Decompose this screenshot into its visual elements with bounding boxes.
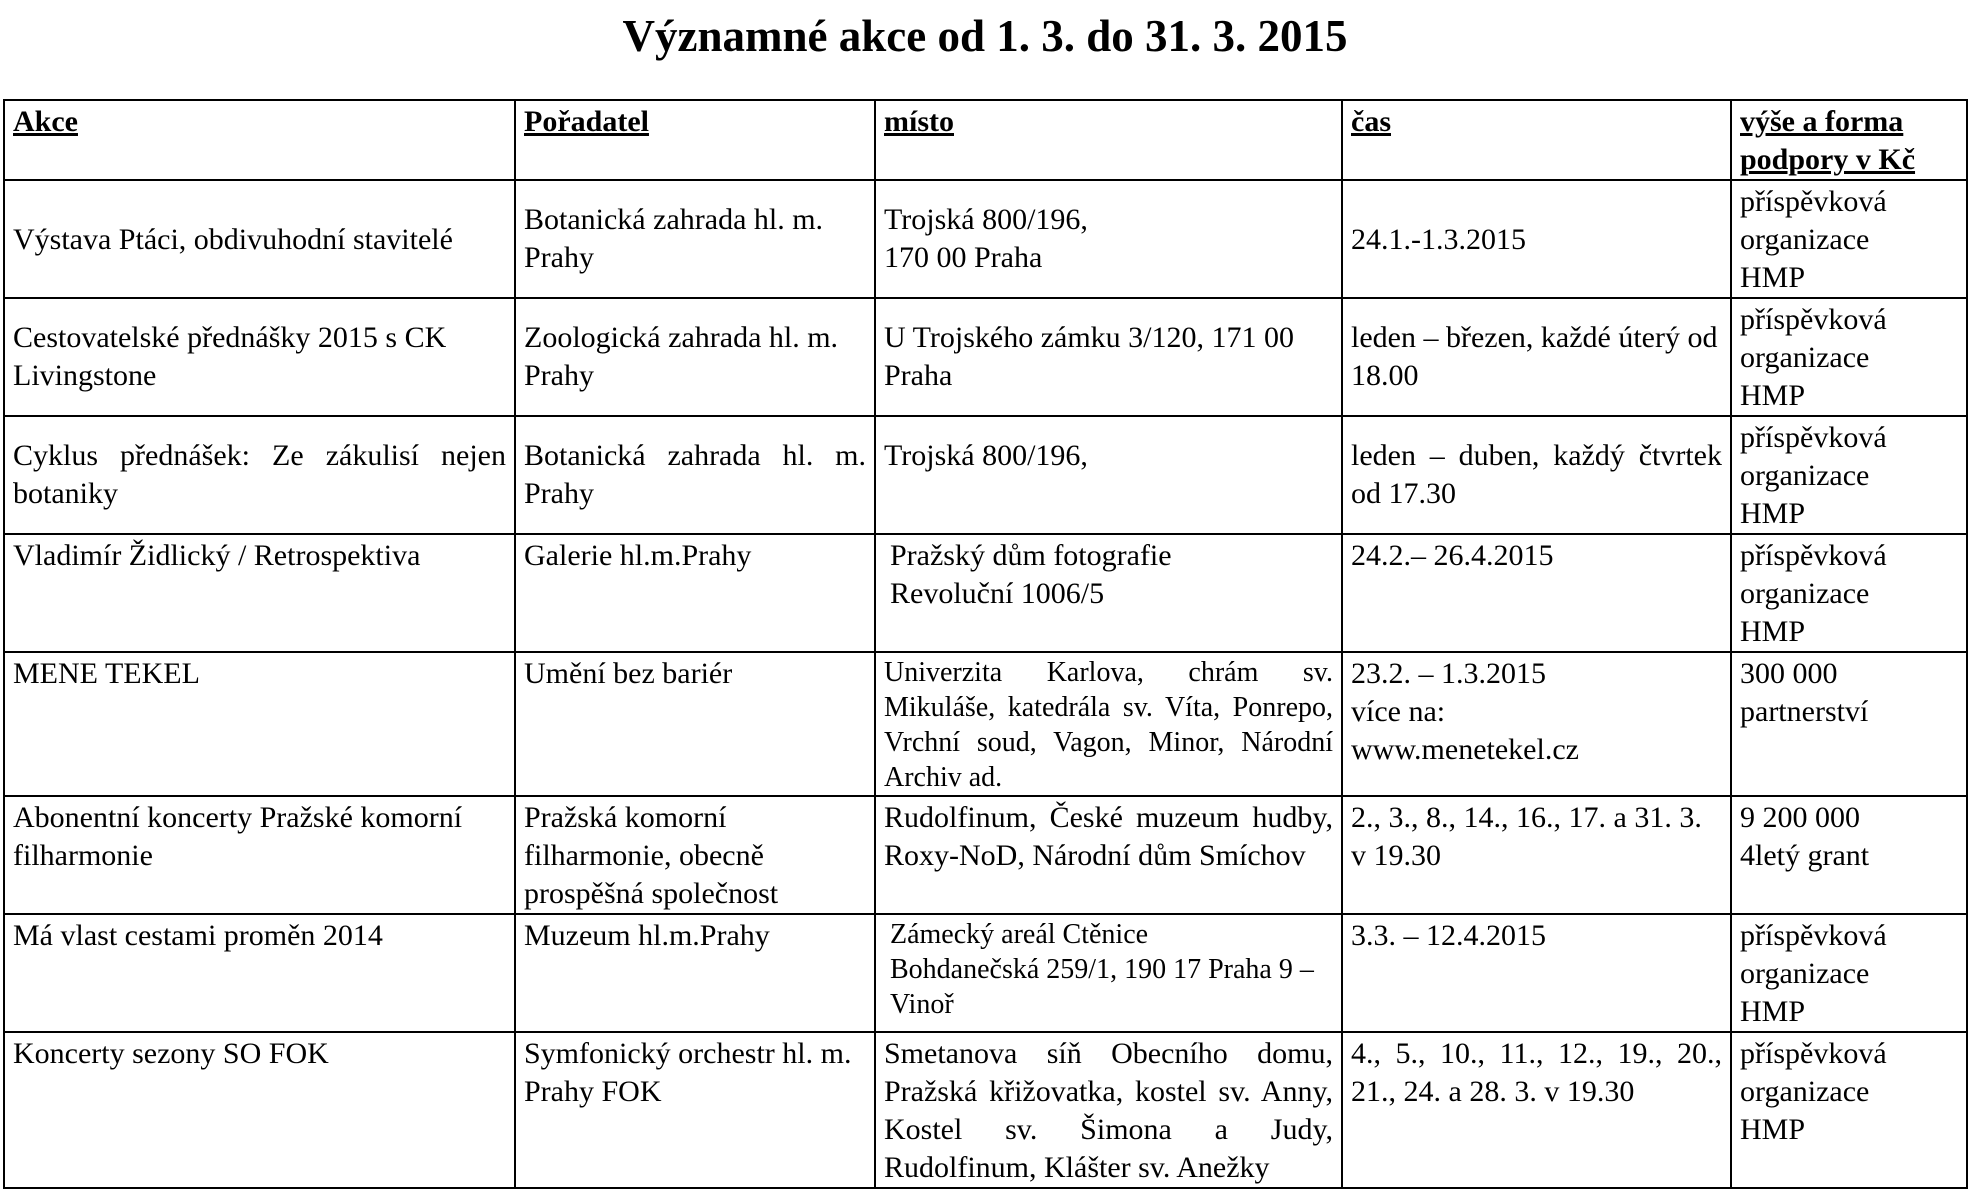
cell-podpora: [1731, 914, 1967, 1032]
cell-line: HMP: [1740, 615, 1806, 648]
table-row: [4, 298, 1967, 416]
cell-misto: Trojská 800/196,: [875, 416, 1342, 534]
header-misto: místo: [875, 100, 1342, 180]
cell-line: příspěvková: [1740, 539, 1887, 572]
cell-misto: [875, 914, 1342, 1032]
cell-line: organizace: [1740, 957, 1870, 990]
cell-akce: Vladimír Židlický / Retrospektiva: [4, 534, 515, 652]
cell-line: příspěvková: [1740, 1037, 1887, 1070]
cell-line: 4letý grant: [1740, 839, 1870, 872]
cell-misto: Univerzita Karlova, chrám sv. Mikuláše, katedrála sv. Víta, Ponrepo, Vrchní soud, Vagon, Minor, Národní Archiv ad.: [875, 652, 1342, 796]
cell-podpora: [1731, 652, 1967, 796]
cell-line: Bohdanečská 259/1, 190 17 Praha 9 – Vinoř: [890, 954, 1314, 1020]
cell-poradatel: Zoologická zahrada hl. m. Prahy: [515, 298, 875, 416]
header-row: [4, 100, 1967, 180]
cell-line: partnerství: [1740, 695, 1869, 728]
cell-line: HMP: [1740, 379, 1806, 412]
cell-line: organizace: [1740, 1075, 1870, 1108]
cell-line: příspěvková: [1740, 185, 1887, 218]
header-poradatel: Pořadatel: [515, 100, 875, 180]
cell-line: příspěvková: [1740, 303, 1887, 336]
cell-line: příspěvková: [1740, 919, 1887, 952]
cell-akce: Cestovatelské přednášky 2015 s CK Livingstone: [4, 298, 515, 416]
cell-cas: 24.1.-1.3.2015: [1342, 180, 1731, 298]
table-row: [4, 534, 1967, 652]
events-table: [3, 99, 1968, 1189]
cell-line: HMP: [1740, 261, 1806, 294]
cell-cas: leden – duben, každý čtvrtek od 17.30: [1342, 416, 1731, 534]
table-row: [4, 914, 1967, 1032]
header-podpora: [1731, 100, 1967, 180]
cell-akce: Výstava Ptáci, obdivuhodní stavitelé: [4, 180, 515, 298]
cell-line: HMP: [1740, 1113, 1806, 1146]
cell-podpora: [1731, 796, 1967, 914]
cell-line: organizace: [1740, 459, 1870, 492]
cell-poradatel: Botanická zahrada hl. m. Prahy: [515, 180, 875, 298]
cell-line: HMP: [1740, 497, 1806, 530]
cell-line: Trojská 800/196,: [884, 203, 1088, 236]
header-cas: čas: [1342, 100, 1731, 180]
cell-misto: Smetanova síň Obecního domu, Pražská křižovatka, kostel sv. Anny, Kostel sv. Šimona a Judy, Rudolfinum, Klášter sv. Anežky: [875, 1032, 1342, 1188]
cell-cas: 2., 3., 8., 14., 16., 17. a 31. 3. v 19.30: [1342, 796, 1731, 914]
table-row: [4, 180, 1967, 298]
cell-akce: Abonentní koncerty Pražské komorní filharmonie: [4, 796, 515, 914]
cell-podpora: [1731, 180, 1967, 298]
cell-poradatel: Botanická zahrada hl. m. Prahy: [515, 416, 875, 534]
cell-line: Zámecký areál Ctěnice: [890, 919, 1149, 950]
cell-podpora: [1731, 298, 1967, 416]
table-row: [4, 796, 1967, 914]
cell-line: 170 00 Praha: [884, 241, 1043, 274]
cell-poradatel: Galerie hl.m.Prahy: [515, 534, 875, 652]
cell-podpora: [1731, 534, 1967, 652]
cell-line: organizace: [1740, 223, 1870, 256]
cell-line: Pražský dům fotografie: [890, 539, 1172, 572]
table-row: [4, 1032, 1967, 1188]
cell-line: organizace: [1740, 341, 1870, 374]
cell-podpora: [1731, 1032, 1967, 1188]
cell-cas: leden – březen, každé úterý od 18.00: [1342, 298, 1731, 416]
cell-akce: MENE TEKEL: [4, 652, 515, 796]
cell-line: příspěvková: [1740, 421, 1887, 454]
cell-akce: Cyklus přednášek: Ze zákulisí nejen botaniky: [4, 416, 515, 534]
cell-line: HMP: [1740, 995, 1806, 1028]
cell-cas: 3.3. – 12.4.2015: [1342, 914, 1731, 1032]
cell-misto: U Trojského zámku 3/120, 171 00 Praha: [875, 298, 1342, 416]
cell-line: více na:: [1351, 695, 1446, 728]
header-akce: Akce: [4, 100, 515, 180]
cell-line: www.menetekel.cz: [1351, 733, 1579, 766]
cell-podpora: [1731, 416, 1967, 534]
table-row: [4, 652, 1967, 796]
cell-poradatel: Pražská komorní filharmonie, obecně prospěšná společnost: [515, 796, 875, 914]
cell-cas: 4., 5., 10., 11., 12., 19., 20., 21., 24. a 28. 3. v 19.30: [1342, 1032, 1731, 1188]
cell-misto: [875, 534, 1342, 652]
cell-line: 23.2. – 1.3.2015: [1351, 657, 1546, 690]
cell-line: 9 200 000: [1740, 801, 1860, 834]
cell-akce: Má vlast cestami proměn 2014: [4, 914, 515, 1032]
cell-poradatel: Symfonický orchestr hl. m. Prahy FOK: [515, 1032, 875, 1188]
cell-akce: Koncerty sezony SO FOK: [4, 1032, 515, 1188]
page-title: Významné akce od 1. 3. do 31. 3. 2015: [622, 11, 1348, 61]
cell-poradatel: Muzeum hl.m.Prahy: [515, 914, 875, 1032]
cell-cas: [1342, 652, 1731, 796]
cell-cas: 24.2.– 26.4.2015: [1342, 534, 1731, 652]
cell-line: Revoluční 1006/5: [890, 577, 1105, 610]
header-podpora-line-2: podpory v Kč: [1740, 143, 1916, 176]
cell-line: 300 000: [1740, 657, 1838, 690]
table-row: [4, 416, 1967, 534]
cell-line: organizace: [1740, 577, 1870, 610]
cell-misto: [875, 180, 1342, 298]
header-podpora-line-1: výše a forma: [1740, 105, 1904, 138]
cell-misto: Rudolfinum, České muzeum hudby, Roxy-NoD, Národní dům Smíchov: [875, 796, 1342, 914]
cell-poradatel: Umění bez bariér: [515, 652, 875, 796]
